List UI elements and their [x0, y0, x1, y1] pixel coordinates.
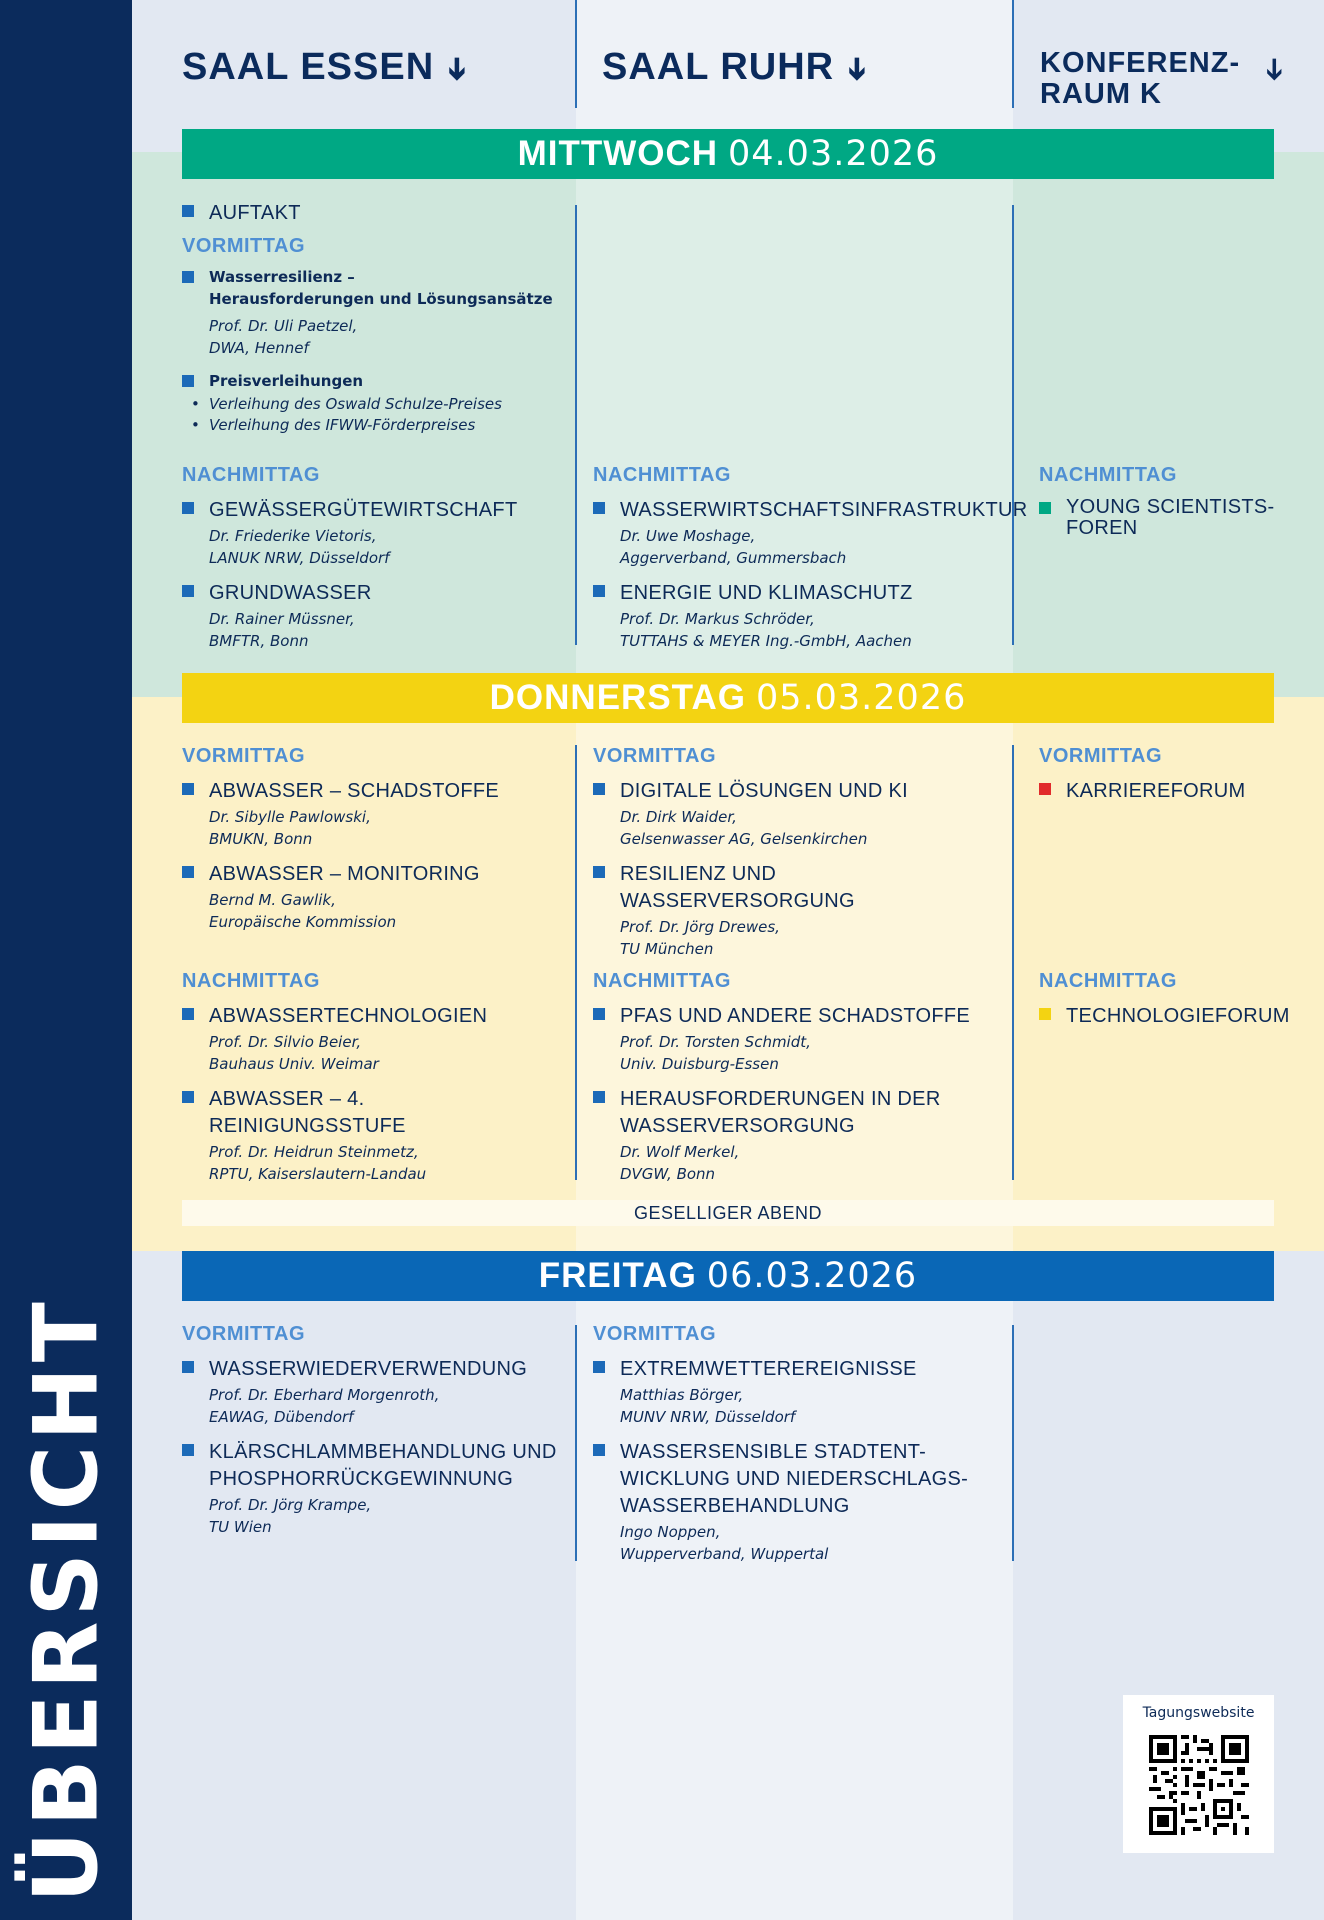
session	[182, 778, 562, 849]
room-header-saal-ruhr	[602, 46, 874, 89]
session	[593, 778, 1013, 849]
session-marker	[1039, 502, 1051, 514]
session	[182, 1439, 562, 1537]
session-title: WASSERWIRTSCHAFTSINFRASTRUKTUR	[620, 499, 1028, 521]
speaker-affiliation: Aggerverband, Gummersbach	[620, 549, 847, 567]
speaker-affiliation: BMUKN, Bonn	[209, 830, 313, 848]
room-header-konferenzraum-k	[1040, 48, 1240, 110]
session-title: ABWASSERTECHNOLOGIEN	[209, 1005, 488, 1027]
session-marker	[182, 375, 194, 387]
session-title-line2: WASSERVERSORGUNG	[620, 1115, 855, 1137]
speaker-affiliation: Wupperverband, Wuppertal	[620, 1545, 829, 1563]
friday-saal-essen	[182, 1323, 562, 1549]
session-marker	[593, 1091, 605, 1103]
session	[593, 1086, 1013, 1184]
session-marker	[593, 502, 605, 514]
room-name: SAAL ESSEN	[182, 46, 435, 88]
speaker-name: Prof. Dr. Heidrun Steinmetz,	[209, 1143, 419, 1161]
speaker-affiliation: RPTU, Kaiserslautern-Landau	[209, 1165, 427, 1183]
session-title: ABWASSER – MONITORING	[209, 863, 480, 885]
session-title: DIGITALE LÖSUNGEN UND KI	[620, 780, 908, 802]
phase-vormittag: VORMITTAG	[182, 235, 306, 257]
phase-vormittag: VORMITTAG	[593, 745, 717, 767]
session-title: WASSERWIEDERVERWENDUNG	[209, 1358, 528, 1380]
arrow-down-icon: ➔	[1257, 56, 1293, 83]
day-name: MITTWOCH	[517, 134, 719, 173]
session-title: ABWASSER – 4. REINIGUNGSSTUFE	[209, 1088, 406, 1137]
qr-code-icon[interactable]	[1149, 1735, 1249, 1835]
speaker-affiliation: DVGW, Bonn	[620, 1165, 716, 1183]
day-date: 05.03.2026	[755, 678, 967, 718]
session-marker	[182, 502, 194, 514]
qr-label: Tagungswebsite	[1142, 1705, 1255, 1721]
session-title-line1: YOUNG SCIENTISTS-	[1066, 496, 1275, 518]
session	[593, 1439, 1013, 1564]
wednesday-saal-essen	[182, 200, 562, 436]
phase-nachmittag: NACHMITTAG	[182, 464, 320, 486]
speaker-name: Dr. Uwe Moshage,	[620, 527, 756, 545]
column-divider	[575, 1325, 577, 1561]
session-preisverleihungen	[182, 370, 562, 392]
session-keynote	[182, 266, 562, 358]
phase-vormittag: VORMITTAG	[182, 1323, 306, 1345]
session-marker	[593, 866, 605, 878]
session-title-line2: FOREN	[1066, 517, 1138, 539]
speaker-name: Dr. Sibylle Pawlowski,	[209, 808, 371, 826]
session-marker	[182, 783, 194, 795]
speaker-affiliation: EAWAG, Dübendorf	[209, 1408, 354, 1426]
speaker-name: Prof. Dr. Markus Schröder,	[620, 610, 815, 628]
session-title-line1: HERAUSFORDERUNGEN IN DER	[620, 1088, 941, 1110]
session-title-line1: KLÄRSCHLAMMBEHANDLUNG UND	[209, 1441, 557, 1463]
session-marker	[1039, 1008, 1051, 1020]
session	[593, 1003, 1013, 1074]
day-name: FREITAG	[538, 1256, 697, 1295]
session-title: GRUNDWASSER	[209, 582, 372, 604]
award-item: • Verleihung des Oswald Schulze-Preises	[182, 394, 562, 415]
speaker-affiliation: TUTTAHS & MEYER Ing.-GmbH, Aachen	[620, 632, 912, 650]
session-title: Preisverleihungen	[209, 372, 364, 390]
session-marker	[182, 271, 194, 283]
wednesday-saal-ruhr	[593, 464, 1028, 663]
session-marker	[593, 783, 605, 795]
phase-vormittag: VORMITTAG	[593, 1323, 717, 1345]
session-marker	[182, 1091, 194, 1103]
speaker-name: Dr. Dirk Waider,	[620, 808, 737, 826]
phase-vormittag: VORMITTAG	[182, 745, 306, 767]
session-title-line2: WASSERVERSORGUNG	[620, 890, 855, 912]
speaker-name: Prof. Dr. Silvio Beier,	[209, 1033, 362, 1051]
speaker-name: Ingo Noppen,	[620, 1523, 721, 1541]
speaker-affiliation: Europäische Kommission	[209, 913, 397, 931]
social-evening-banner: GESELLIGER ABEND	[182, 1200, 1274, 1226]
column-divider	[575, 745, 577, 1180]
speaker-affiliation: Bauhaus Univ. Weimar	[209, 1055, 379, 1073]
day-date: 04.03.2026	[728, 134, 939, 174]
speaker-name: Prof. Dr. Uli Paetzel,	[209, 317, 358, 335]
speaker-affiliation: BMFTR, Bonn	[209, 632, 309, 650]
speaker-name: Prof. Dr. Jörg Drewes,	[620, 918, 780, 936]
phase-nachmittag: NACHMITTAG	[1039, 970, 1177, 992]
sidebar	[0, 0, 132, 1920]
session	[182, 497, 562, 568]
speaker-name: Prof. Dr. Torsten Schmidt,	[620, 1033, 811, 1051]
session-title: ENERGIE UND KLIMASCHUTZ	[620, 582, 913, 604]
phase-nachmittag: NACHMITTAG	[593, 970, 731, 992]
thursday-konferenzraum-k-nachmittag	[1039, 970, 1290, 1042]
phase-nachmittag: NACHMITTAG	[182, 970, 320, 992]
day-name: DONNERSTAG	[489, 678, 746, 717]
session-title: TECHNOLOGIEFORUM	[1066, 1005, 1290, 1027]
speaker-name: Dr. Friederike Vietoris,	[209, 527, 377, 545]
room-name: SAAL RUHR	[602, 46, 835, 88]
award-item: • Verleihung des IFWW-Förderpreises	[182, 415, 562, 436]
session-title-line1: Wasserresilienz –	[209, 268, 355, 286]
speaker-name: Prof. Dr. Eberhard Morgenroth,	[209, 1386, 440, 1404]
session-title-line2: PHOSPHORRÜCKGEWINNUNG	[209, 1468, 514, 1490]
session	[593, 1356, 1013, 1427]
speaker-affiliation: TU Wien	[209, 1518, 272, 1536]
column-divider	[575, 205, 577, 645]
session-marker	[593, 1444, 605, 1456]
qr-code-card[interactable]	[1123, 1695, 1274, 1853]
session-marker	[182, 1008, 194, 1020]
day-bar-thursday	[182, 673, 1274, 723]
speaker-affiliation: Univ. Duisburg-Essen	[620, 1055, 779, 1073]
speaker-affiliation: DWA, Hennef	[209, 339, 309, 357]
session-marker	[182, 205, 194, 217]
session-marker	[593, 585, 605, 597]
session-title: ABWASSER – SCHADSTOFFE	[209, 780, 499, 802]
room-name-line2: RAUM K	[1040, 78, 1162, 110]
session	[182, 1356, 562, 1427]
day-bar-wednesday	[182, 129, 1274, 179]
session-marker	[1039, 783, 1051, 795]
session-auftakt	[182, 200, 562, 227]
room-name-line1: KONFERENZ-	[1040, 47, 1241, 79]
speaker-name: Prof. Dr. Jörg Krampe,	[209, 1496, 372, 1514]
session-title-line2: WICKLUNG UND NIEDERSCHLAGS-	[620, 1468, 969, 1490]
wednesday-saal-essen-nachmittag	[182, 464, 562, 663]
session-marker	[182, 866, 194, 878]
column-divider	[575, 0, 577, 108]
session-marker	[182, 1444, 194, 1456]
speaker-name: Dr. Wolf Merkel,	[620, 1143, 740, 1161]
session-title-line1: WASSERSENSIBLE STADTENT-	[620, 1441, 927, 1463]
thursday-saal-ruhr	[593, 745, 1013, 971]
speaker-name: Bernd M. Gawlik,	[209, 891, 336, 909]
thursday-saal-essen	[182, 745, 562, 944]
speaker-name: Dr. Rainer Müssner,	[209, 610, 355, 628]
column-divider	[1012, 0, 1014, 108]
session	[593, 580, 1013, 651]
thursday-saal-ruhr-nachmittag	[593, 970, 1013, 1196]
session	[182, 861, 562, 932]
session-title: AUFTAKT	[209, 202, 301, 224]
session	[593, 497, 1028, 568]
session-title: PFAS UND ANDERE SCHADSTOFFE	[620, 1005, 971, 1027]
session-title-line1: RESILIENZ UND	[620, 863, 777, 885]
day-date: 06.03.2026	[706, 1256, 918, 1296]
arrow-down-icon: ➔	[440, 56, 474, 83]
session	[1039, 778, 1279, 805]
session-marker	[593, 1008, 605, 1020]
session-title: EXTREMWETTEREREIGNISSE	[620, 1358, 917, 1380]
speaker-name: Matthias Börger,	[620, 1386, 744, 1404]
session	[182, 1003, 562, 1074]
phase-nachmittag: NACHMITTAG	[593, 464, 731, 486]
thursday-saal-essen-nachmittag	[182, 970, 562, 1196]
session	[1039, 1003, 1290, 1030]
phase-nachmittag: NACHMITTAG	[1039, 464, 1177, 486]
session-marker	[182, 585, 194, 597]
session-title-line3: WASSERBEHANDLUNG	[620, 1495, 850, 1517]
speaker-affiliation: LANUK NRW, Düsseldorf	[209, 549, 390, 567]
session	[182, 580, 562, 651]
phase-vormittag: VORMITTAG	[1039, 745, 1163, 767]
room-header-saal-essen	[182, 46, 474, 89]
speaker-affiliation: MUNV NRW, Düsseldorf	[620, 1408, 796, 1426]
session-title-line2: Herausforderungen und Lösungsansätze	[209, 290, 553, 308]
wednesday-konferenzraum-k	[1039, 464, 1279, 551]
speaker-affiliation: TU München	[620, 940, 714, 958]
session	[1039, 497, 1279, 539]
session-title: GEWÄSSERGÜTEWIRTSCHAFT	[209, 499, 518, 521]
session	[593, 861, 1013, 959]
arrow-down-icon: ➔	[840, 56, 874, 83]
friday-saal-ruhr	[593, 1323, 1013, 1576]
session-marker	[182, 1361, 194, 1373]
session-marker	[593, 1361, 605, 1373]
session	[182, 1086, 562, 1184]
thursday-konferenzraum-k	[1039, 745, 1279, 817]
sidebar-title: ÜBERSICHT	[14, 1297, 118, 1903]
day-bar-friday	[182, 1251, 1274, 1301]
session-title: KARRIEREFORUM	[1066, 780, 1246, 802]
speaker-affiliation: Gelsenwasser AG, Gelsenkirchen	[620, 830, 868, 848]
